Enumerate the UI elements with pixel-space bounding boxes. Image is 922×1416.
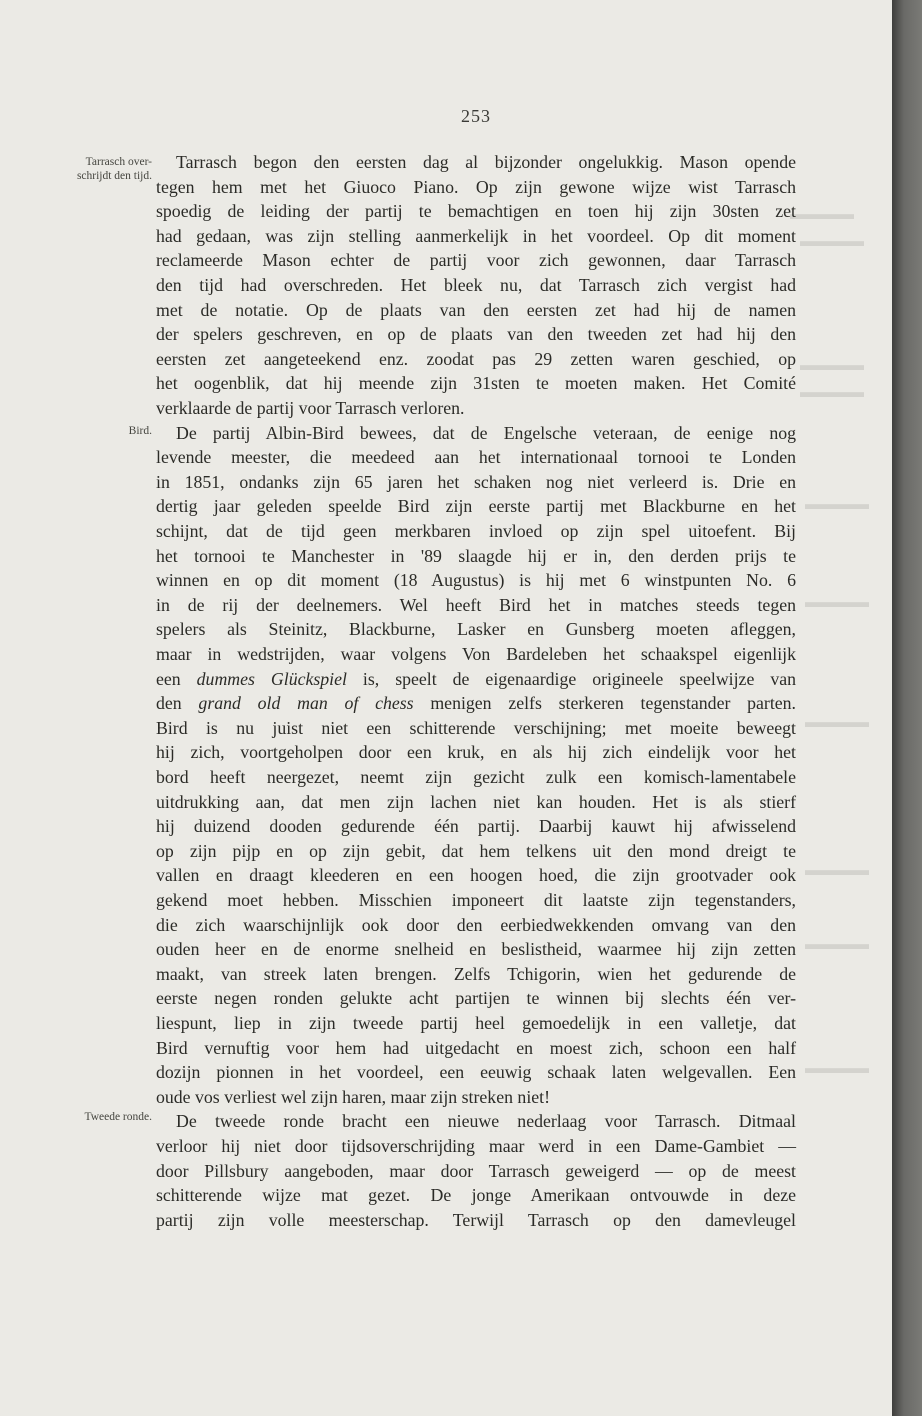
text-line: reclameerde Mason echter de partij voor zich gewonnen, daar Tarrasch bbox=[156, 250, 796, 271]
text-line: uitdrukking aan, dat men zijn lachen niet kan houden. Het is als stierf bbox=[156, 791, 796, 812]
text-line bbox=[156, 667, 796, 691]
page-number: 253 bbox=[461, 106, 491, 126]
margin-note-line: schrijdt den tijd. bbox=[76, 170, 152, 182]
text-line: het tornooi te Manchester in '89 slaagde hij er in, den derden prijs te bbox=[156, 545, 796, 566]
text-line: die zich waarschijnlijk ook door den eerbiedwekkenden omvang van den bbox=[156, 914, 796, 935]
text-line: verloor hij niet door tijdsoverschrijding maar werd in een Dame-Gambiet — bbox=[156, 1136, 796, 1156]
text-line: liespunt, liep in zijn tweede partij heel gemoedelijk in een valletje, dat bbox=[156, 1013, 796, 1033]
text-line: het oogenblik, dat hij meende zijn 31sten te moeten maken. Het Comité bbox=[156, 373, 796, 394]
text-line: partij zijn volle meesterschap. Terwijl Tarrasch op den damevleugel bbox=[156, 1209, 796, 1230]
text-line: in 1851, ondanks zijn 65 jaren het schaken nog niet verleerd is. Drie en bbox=[156, 471, 796, 492]
text-line: De tweede ronde bracht een nieuwe nederlaag voor Tarrasch. Ditmaal bbox=[176, 1111, 796, 1132]
text-line: oude vos verliest wel zijn haren, maar zijn streken niet! bbox=[156, 1086, 551, 1107]
margin-note-tarrasch bbox=[22, 155, 152, 183]
text-line: eersten zet aangeteekend enz. zoodat pas 29 zetten waren geschied, op bbox=[156, 348, 796, 369]
text-segment: den bbox=[156, 693, 199, 714]
text-line: bord heeft neergezet, neemt zijn gezicht zulk een komisch-lamentabele bbox=[156, 767, 796, 787]
italic-phrase: dummes Glückspiel bbox=[196, 668, 347, 689]
text-line: den tijd had overschreden. Het bleek nu, dat Tarrasch zich vergist had bbox=[156, 275, 796, 295]
book-page: ▬▬▬▬ ▬▬▬▬ ▬▬▬▬ ▬▬▬▬ ▬▬▬▬ ▬▬▬▬ ▬▬▬▬ ▬▬▬▬ ▬▬▬▬ ▬▬▬▬ 253 Tarrasch over- schrijdt den tijd. Bird. Tweede ronde. Tarrasch begon den eersten dag al bijzonder ongelukkig. Mason opende tegen hem met het Giuoco Piano. Op zijn gewone wijze wist Tarrasch spoedig de leiding der partij te bemachtigen en toen hij zijn 30sten zet had gedaan, was zijn stelling aanmerkelijk in het voordeel. Op dit moment reclameerde Mason echter de partij voor zich gewonnen, daar Tarrasch den tijd had overschreden. Het bleek nu, dat Tarrasch zich vergist had met de notatie. Op de plaats van den eersten zet had hij de namen der spelers geschreven, en op de plaats van den tweeden zet had hij den eersten zet aangeteekend enz. zoodat pas 29 zetten waren geschied, op het oogenblik, dat hij meende zijn 31sten te moeten maken. Het Comité verklaarde de partij voor Tarrasch verloren. De partij Albin-Bird bewees, dat de Engelsche veteraan, de eenige nog levende meester, die meedeed aan het internationaal tornooi te Londen in 1851, ondanks zijn 65 jaren het schaken nog niet verleerd is. Drie en dertig jaar geleden speelde Bird zijn eerste partij met Blackburne en het schijnt, dat de tijd geen merkbaren invloed op zijn spel uitoefent. Bij het tornooi te Manchester in '89 slaagde hij er in, den derden prijs te winnen en op dit moment (18 Augustus) is hij met 6 winstpunten No. 6 in de rij der deelnemers. Wel heeft Bird het in matches steeds tegen spelers als Steinitz, Blackburne, Lasker en Gunsberg moeten afleggen, maar in wedstrijden, waar volgens Von Bardeleben het schaakspel eigenlijk een dummes Glückspiel is, speelt de eigenaardige origineele speelwijze van den grand old man of chess menigen zelfs sterkeren tegenstander parten. Bird is nu juist niet een schitterende verschijning; met moeite beweegt hij zich, voortgeholpen door een kruk, en als hij zich eindelijk voor het bord heeft neergezet, neemt zijn gezicht zulk een komisch-lamentabele uitdrukking aan, dat men zijn lachen niet kan houden. Het is als stierf hij duizend dooden gedurende één partij. Daarbij kauwt hij afwisselend op zijn pijp en op zijn gebit, dat hem telkens uit den mond dreigt te vallen en draagt kleederen en een hoogen hoed, die zijn grootvader ook gekend moet hebben. Misschien imponeert dit laatste zijn tegenstanders, die zich waarschijnlijk ook door den eerbiedwekkenden omvang van den ouden heer en de enorme snelheid en beslistheid, waarmee hij zijn zetten maakt, van streek laten brengen. Zelfs Tchigorin, wien het gedurende de eerste negen ronden gelukte acht partijen te winnen bij slechts één ver- liespunt, liep in zijn tweede partij heel gemoedelijk in een valletje, dat Bird vernuftig voor hem had uitgedacht en moest zich, schoon een half dozijn pionnen in het voordeel, een eeuwig schaak laten welgevallen. Een oude vos verliest wel zijn haren, maar zijn streken niet! De tweede ronde bracht een nieuwe nederlaag voor Tarrasch. Ditmaal verloor hij niet door tijdsoverschrijding maar werd in een Dame-Gambiet — door Pillsbury aangeboden, maar door Tarrasch geweigerd — op de meest schitterende wijze mat gezet. De jonge Amerikaan ontvouwde in deze partij zijn volle meesterschap. Terwijl Tarrasch op den damevleugel bbox=[0, 0, 892, 1416]
text-line: spelers als Steinitz, Blackburne, Lasker en Gunsberg moeten afleggen, bbox=[156, 619, 796, 640]
text-line: der spelers geschreven, en op de plaats van den tweeden zet had hij den bbox=[156, 324, 796, 345]
margin-note-tweede-ronde: Tweede ronde. bbox=[84, 1111, 152, 1123]
italic-phrase: grand old man of chess bbox=[198, 693, 414, 714]
text-line: op zijn pijp en op zijn gebit, dat hem telkens uit den mond dreigt te bbox=[156, 840, 796, 861]
text-line: dertig jaar geleden speelde Bird zijn eerste partij met Blackburne en het bbox=[156, 496, 796, 517]
text-line: Bird is nu juist niet een schitterende verschijning; met moeite beweegt bbox=[156, 717, 796, 738]
text-line: verklaarde de partij voor Tarrasch verloren. bbox=[156, 398, 465, 418]
text-line: spoedig de leiding der partij te bemachtigen en toen hij zijn 30sten zet bbox=[156, 201, 796, 222]
text-segment: menigen zelfs sterkeren tegenstander parten. bbox=[413, 693, 797, 714]
text-line: levende meester, die meedeed aan het internationaal tornooi te Londen bbox=[156, 447, 796, 468]
text-line: vallen en draagt kleederen en een hoogen hoed, die zijn grootvader ook bbox=[156, 865, 796, 886]
text-line: Bird vernuftig voor hem had uitgedacht en moest zich, schoon een half bbox=[156, 1037, 796, 1058]
text-line: in de rij der deelnemers. Wel heeft Bird het in matches steeds tegen bbox=[156, 594, 796, 615]
margin-note-bird: Bird. bbox=[128, 425, 152, 437]
text-line: hij duizend dooden gedurende één partij. Daarbij kauwt hij afwisselend bbox=[156, 816, 796, 837]
page-edge bbox=[892, 0, 922, 1416]
text-line: schijnt, dat de tijd geen merkbaren invloed op zijn spel uitoefent. Bij bbox=[156, 521, 796, 541]
text-line: maar in wedstrijden, waar volgens Von Bardeleben het schaakspel eigenlijk bbox=[156, 644, 796, 664]
text-line: maakt, van streek laten brengen. Zelfs Tchigorin, wien het gedurende de bbox=[156, 963, 796, 984]
text-line: door Pillsbury aangeboden, maar door Tarrasch geweigerd — op de meest bbox=[156, 1160, 796, 1181]
text-line: had gedaan, was zijn stelling aanmerkelijk in het voordeel. Op dit moment bbox=[156, 225, 796, 246]
text-line: De partij Albin-Bird bewees, dat de Engelsche veteraan, de eenige nog bbox=[176, 422, 796, 443]
text-line: tegen hem met het Giuoco Piano. Op zijn gewone wijze wist Tarrasch bbox=[156, 176, 796, 197]
text-line: winnen en op dit moment (18 Augustus) is hij met 6 winstpunten No. 6 bbox=[156, 570, 796, 591]
text-line: ouden heer en de enorme snelheid en beslistheid, waarmee hij zijn zetten bbox=[156, 939, 796, 960]
text-line: Tarrasch begon den eersten dag al bijzonder ongelukkig. Mason opende bbox=[176, 152, 796, 172]
text-line: met de notatie. Op de plaats van den eersten zet had hij de namen bbox=[156, 299, 796, 320]
text-line: dozijn pionnen in het voordeel, een eeuwig schaak laten welgevallen. Een bbox=[156, 1062, 796, 1083]
margin-note-line: Tarrasch over- bbox=[85, 156, 152, 168]
text-line: hij zich, voortgeholpen door een kruk, en als hij zich eindelijk voor het bbox=[156, 742, 796, 763]
text-line: eerste negen ronden gelukte acht partijen te winnen bij slechts één ver- bbox=[156, 988, 796, 1009]
text-line: schitterende wijze mat gezet. De jonge Amerikaan ontvouwde in deze bbox=[156, 1185, 796, 1206]
text-line bbox=[156, 691, 796, 715]
text-segment: is, speelt de eigenaardige origineele speelwijze van bbox=[346, 668, 796, 689]
text-segment: een bbox=[156, 668, 197, 689]
text-line: gekend moet hebben. Misschien imponeert dit laatste zijn tegenstanders, bbox=[156, 890, 796, 910]
